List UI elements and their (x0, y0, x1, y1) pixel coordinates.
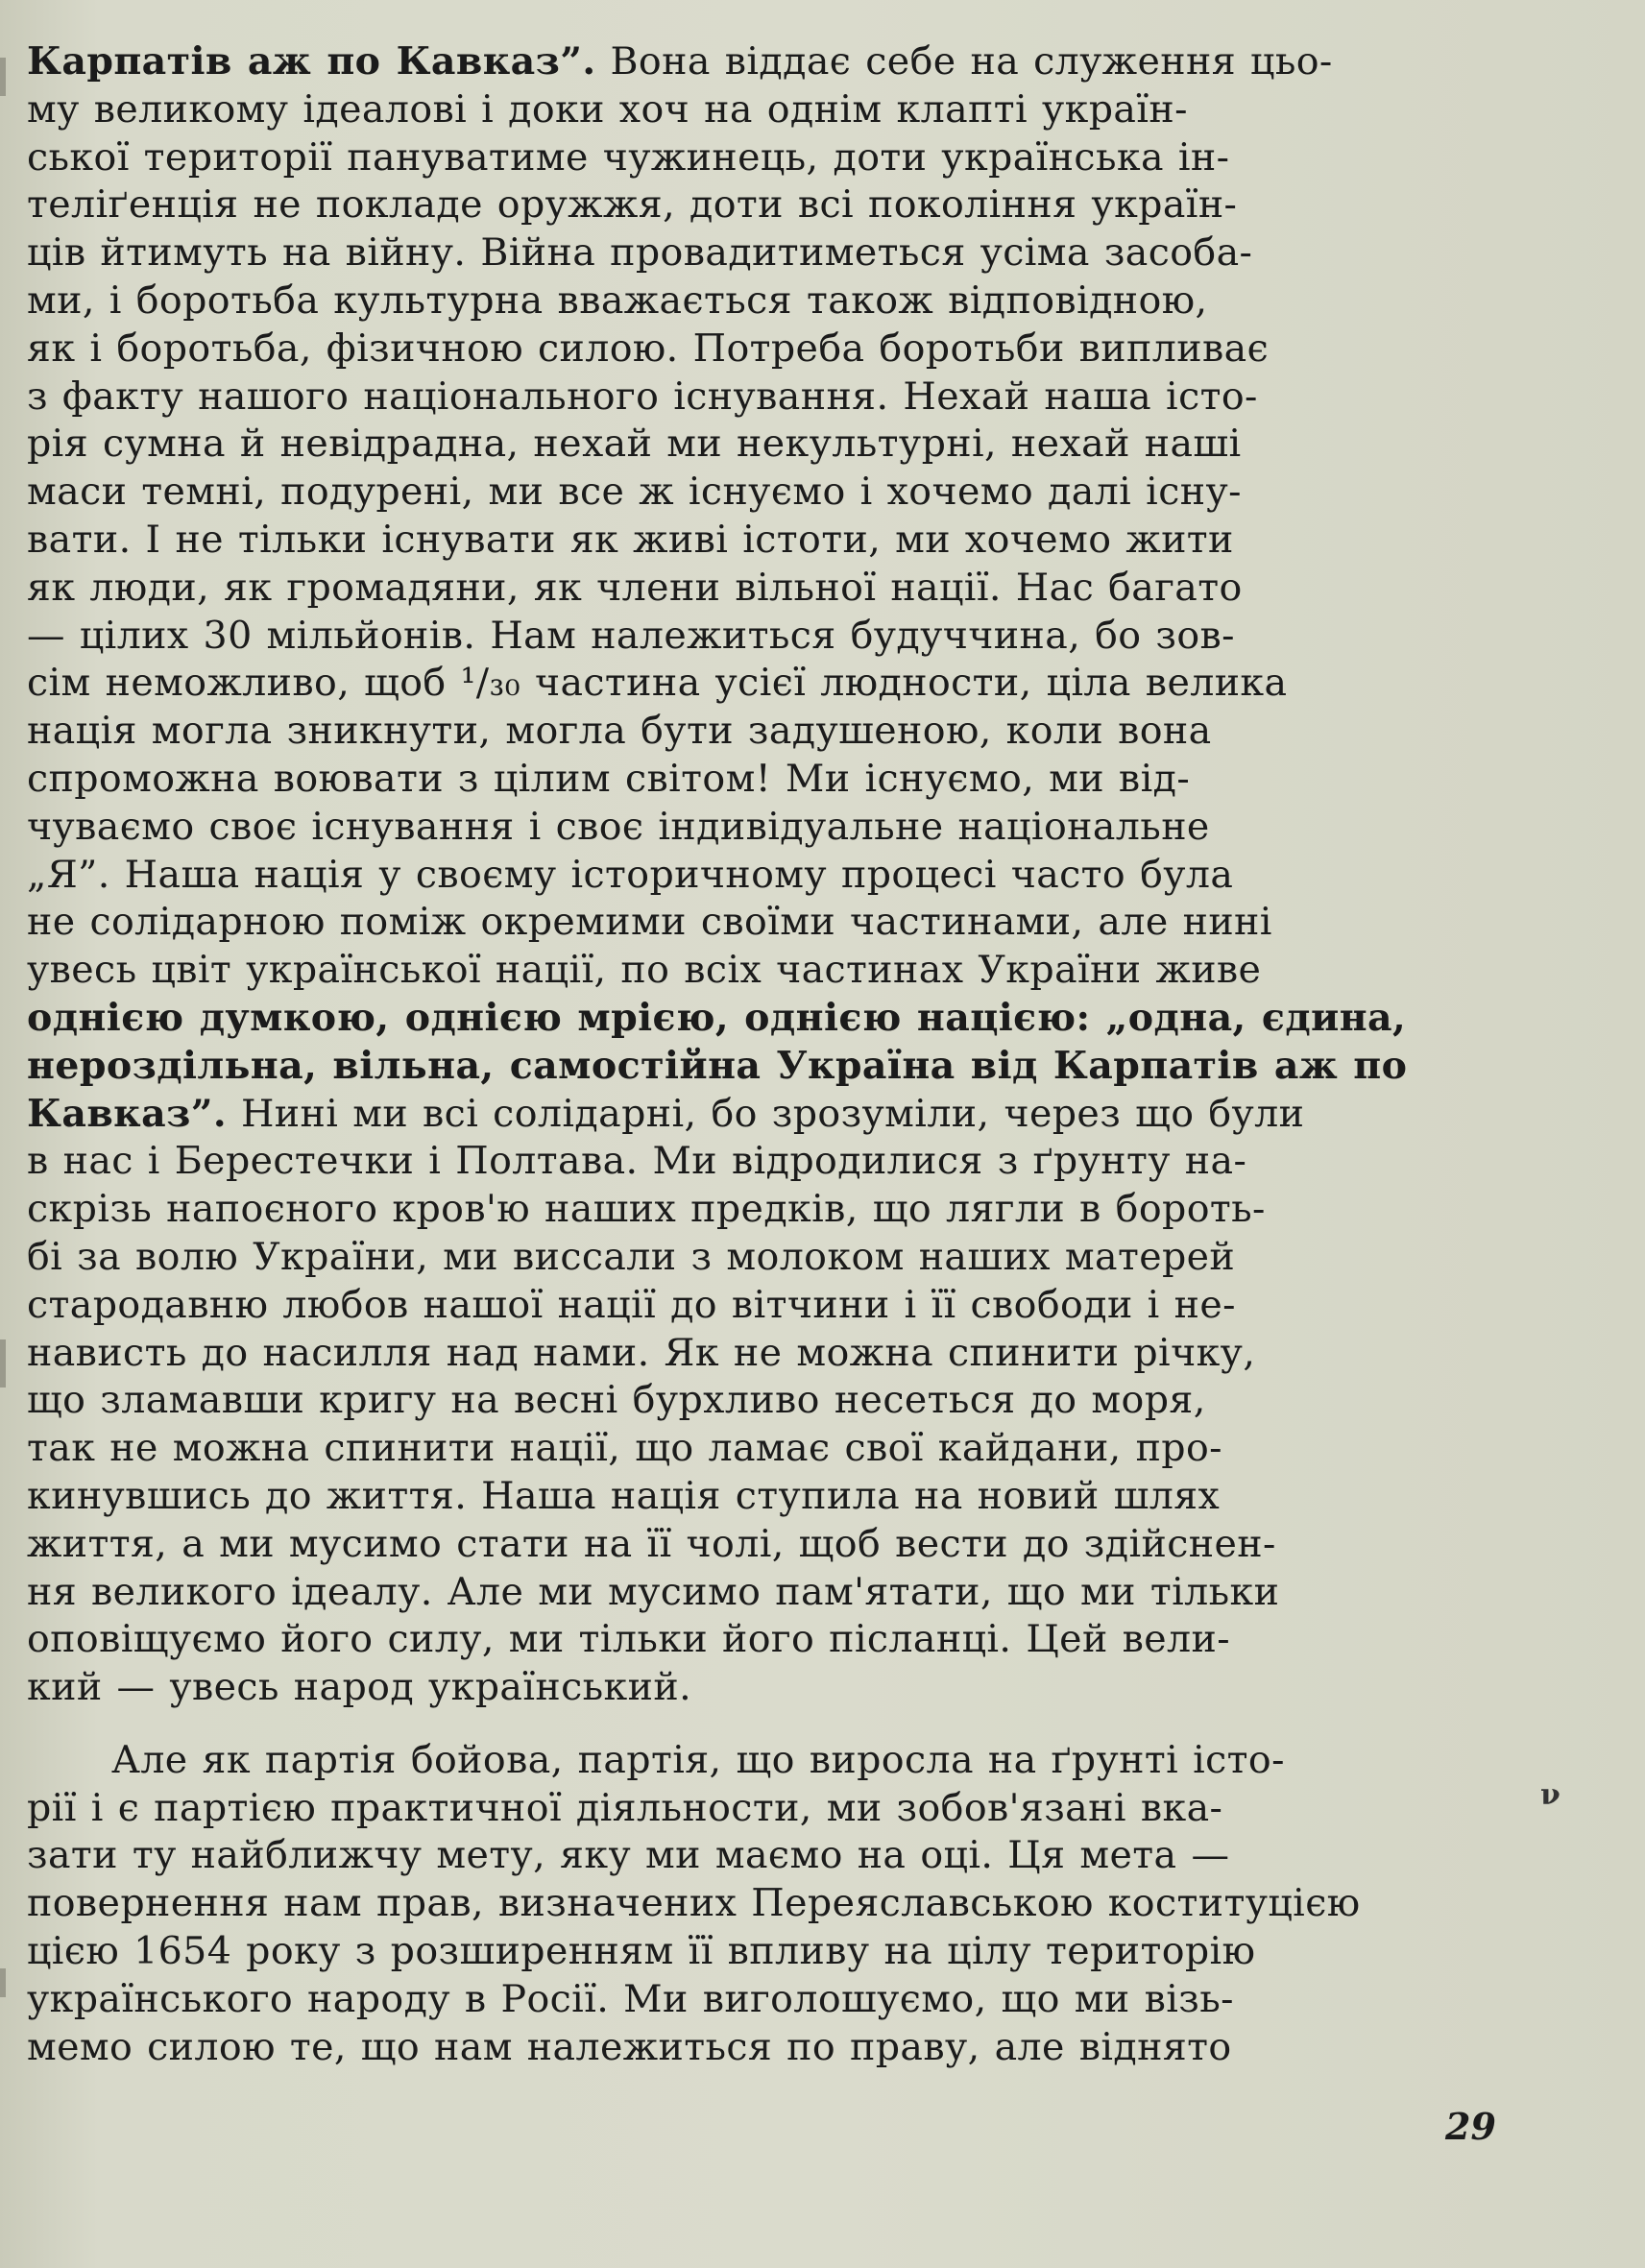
page-edge-mark (0, 58, 6, 96)
text-line: оповіщуємо його силу, ми тільки його післанці. Цей вели- (27, 1617, 1231, 1662)
text-line: нависть до насилля над нами. Як не можна спинити річку, (27, 1330, 1256, 1375)
text-line: повернення нам прав, визначених Переяславською коституцією (27, 1881, 1361, 1926)
text-line: не солідарною поміж окремими своїми частинами, але нині (27, 900, 1272, 945)
text-line: спроможна воювати з цілим світом! Ми існуємо, ми від- (27, 756, 1191, 801)
text-line: ня великого ідеалу. Але ми мусимо пам'ятати, що ми тільки (27, 1569, 1280, 1614)
text-line: сім неможливо, щоб ¹/₃₀ частина усієї людности, ціла велика (27, 661, 1288, 706)
text-line: скрізь напоєного кров'ю наших предків, що лягли в бороть- (27, 1187, 1266, 1232)
text-line: кий — увесь народ український. (27, 1665, 692, 1710)
text-line: теліґенція не покладе оружжя, доти всі покоління україн- (27, 182, 1238, 228)
text-line: бі за волю України, ми виссали з молоком наших матерей (27, 1234, 1236, 1279)
page-edge-mark (0, 1339, 6, 1387)
text-line: маси темні, подурені, ми все ж існуємо і хочемо далі існу- (27, 470, 1242, 515)
text-line: рії і є партією практичної діяльности, ми зобов'язані вка- (27, 1785, 1223, 1830)
text-line (27, 1091, 1517, 1139)
text-run: Вона віддає себе на служення цьо- (595, 39, 1333, 84)
text-line: ми, і боротьба культурна вважається також відповідною, (27, 277, 1208, 323)
text-line: українського народу в Росії. Ми виголошуємо, що ми візь- (27, 1976, 1234, 2021)
text-line: „Я”. Наша нація у своєму історичному процесі часто була (27, 852, 1234, 897)
text-line: як і боротьба, фізичною силою. Потреба боротьби випливає (27, 326, 1270, 371)
text-line (27, 38, 1517, 86)
text-line: вати. І не тільки існувати як живі істоти, ми хочемо жити (27, 517, 1234, 562)
text-line: зати ту найближчу мету, яку ми маємо на оці. Ця мета — (27, 1833, 1230, 1878)
page-number: 29 (1445, 2105, 1496, 2148)
text-line: чуваємо своє існування і своє індивідуальне національне (27, 804, 1210, 849)
text-line: увесь цвіт української нації, по всіх частинах України живе (27, 948, 1262, 993)
text-line: життя, а ми мусимо стати на її чолі, щоб вести до здійснен- (27, 1521, 1276, 1566)
text-line: стародавню любов нашої нації до вітчини і її свободи і не- (27, 1282, 1236, 1327)
page-edge-mark (0, 1968, 6, 1997)
text-line: нація могла зникнути, могла бути задушеною, коли вона (27, 709, 1212, 754)
text-line: мемо силою те, що нам належиться по праву, але віднято (27, 2024, 1232, 2069)
text-line-bold: нероздільна, вільна, самостійна Україна від Карпатів аж по (27, 1043, 1408, 1088)
text-line: в нас і Берестечки і Полтава. Ми відродилися з ґрунту на- (27, 1139, 1247, 1184)
text-line: ців йтимуть на війну. Війна провадитиметься усіма засоба- (27, 230, 1253, 276)
text-line: кинувшись до життя. Наша нація ступила на новий шлях (27, 1473, 1221, 1518)
margin-mark: ν (1540, 1778, 1560, 1812)
bold-run: Кавказ”. (27, 1091, 227, 1136)
text-run: Нині ми всі солідарні, бо зрозуміли, через що були (226, 1091, 1305, 1136)
text-line: що зламавши кригу на весні бурхливо несеться до моря, (27, 1378, 1206, 1423)
text-line: ської території пануватиме чужинець, доти українська ін- (27, 134, 1230, 180)
bold-run: Карпатів аж по Кавказ”. (27, 39, 596, 84)
body-text (27, 38, 1517, 2071)
text-line: цією 1654 року з розширенням її впливу на цілу територію (27, 1929, 1256, 1974)
text-line: так не можна спинити нації, що ламає свої кайдани, про- (27, 1426, 1222, 1471)
text-line: як люди, як громадяни, як члени вільної нації. Нас багато (27, 565, 1243, 610)
text-line: — цілих 30 мільйонів. Нам належиться будуччина, бо зов- (27, 613, 1235, 658)
text-line: му великому ідеалові і доки хоч на однім клапті україн- (27, 86, 1188, 132)
text-line: з факту нашого національного існування. Нехай наша істо- (27, 374, 1258, 419)
text-line: Але як партія бойова, партія, що виросла на ґрунті істо- (111, 1737, 1285, 1782)
text-line-bold: однією думкою, однією мрією, однією нацією: „одна, єдина, (27, 995, 1407, 1040)
text-line: рія сумна й невідрадна, нехай ми некультурні, нехай наші (27, 422, 1242, 467)
